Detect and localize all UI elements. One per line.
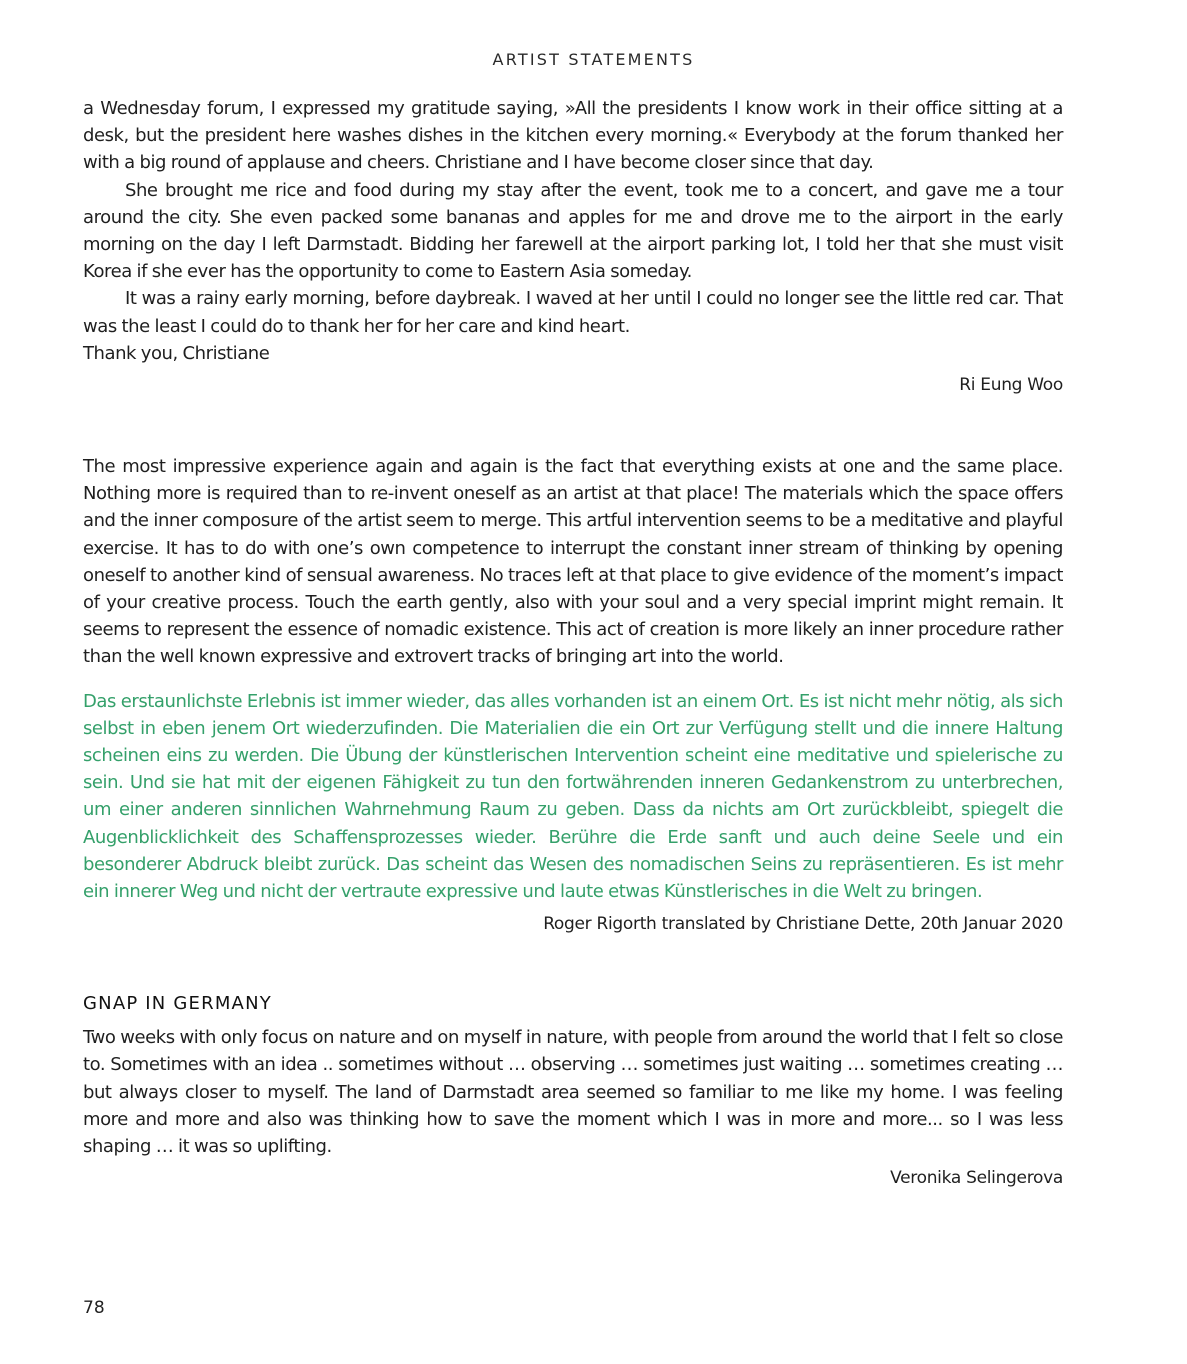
statement-ri-eung-woo bbox=[83, 95, 1063, 398]
statement-paragraph: Two weeks with only focus on nature and on myself in nature, with people from around the world that I felt so close to. Sometimes with an idea .. sometimes without … observing … sometimes just waiting … sometimes creating … but always closer to myself. The land of Darmstadt area seemed so familiar to me like my home. I was feeling more and more and also was thinking how to save the moment which I was in more and more... so I was less shaping … it was so uplifting. bbox=[83, 1027, 1063, 1158]
german-paragraph: Das erstaunlichste Erlebnis ist immer wieder, das alles vorhanden ist an einem Ort. Es ist nicht mehr nötig, als sich selbst in eben jenem Ort wiederzufinden. Die Materialien die ein Ort zur Verfügung stellt und die innere Haltung scheinen eins zu werden. Die Übung der künstlerischen Intervention scheint eine meditative und spielerische zu sein. Und sie hat mit der eigenen Fähigkeit zu tun den fortwährenden inneren Gedankenstrom zu unterbrechen, um einer anderen sinnlichen Wahrnehmung Raum zu geben. Dass da nichts am Ort zurückbleibt, spiegelt die Augenblicklichkeit des Schaffensprozesses wieder. Berühre die Erde sanft und auch deine Seele und ein besonderer Abdruck bleibt zurück. Das scheint das Wesen des nomadischen Seins zu repräsentieren. Es ist mehr ein innerer Weg und nicht der vertraute expressive und laute etwas Künstlerisches in die Welt zu bringen. bbox=[83, 690, 1063, 903]
statement-roger-rigorth bbox=[83, 453, 1063, 937]
section-title: GNAP IN GERMANY bbox=[83, 993, 272, 1015]
page-number: 78 bbox=[83, 1298, 105, 1318]
author-signature: Ri Eung Woo bbox=[959, 375, 1063, 396]
statement-paragraph: She brought me rice and food during my stay after the event, took me to a concert, and gave me a tour around the city. She even packed some bananas and apples for me and drove me to the airport in the early morning on the day I left Darmstadt. Bidding her farewell at the airport parking lot, I told her that she must visit Korea if she ever has the opportunity to come to Eastern Asia someday. bbox=[83, 179, 1063, 283]
statement-paragraph: a Wednesday forum, I expressed my gratitude saying, »All the presidents I know work in their office sitting at a desk, but the president here washes dishes in the kitchen every morning.« Everybody at the forum thanked her with a big round of applause and cheers. Christiane and I have become closer since that day. bbox=[83, 98, 1063, 174]
closing-line: Thank you, Christiane bbox=[83, 342, 270, 364]
page-content bbox=[83, 95, 1063, 1191]
statement-paragraph: It was a rainy early morning, before daybreak. I waved at her until I could no longer see the little red car. That was the least I could do to thank her for her care and kind heart. bbox=[83, 288, 1063, 337]
statement-veronika-selingerova bbox=[83, 990, 1063, 1191]
author-signature: Roger Rigorth translated by Christiane Dette, 20th Januar 2020 bbox=[543, 914, 1063, 935]
english-paragraph: The most impressive experience again and again is the fact that everything exists at one and the same place. Nothing more is required than to re-invent oneself as an artist at that place! The materials which the space offers and the inner composure of the artist seem to merge. This artful intervention seems to be a meditative and playful exercise. It has to do with one’s own competence to interrupt the constant inner stream of thinking by opening oneself to another kind of sensual awareness. No traces left at that place to give evidence of the moment’s impact of your creative process. Touch the earth gently, also with your soul and a very special imprint might remain. It seems to represent the essence of nomadic existence. This act of creation is more likely an inner procedure rather than the well known expressive and extrovert tracks of bringing art into the world. bbox=[83, 456, 1063, 668]
running-header: ARTIST STATEMENTS bbox=[492, 50, 695, 69]
author-signature: Veronika Selingerova bbox=[890, 1168, 1063, 1189]
